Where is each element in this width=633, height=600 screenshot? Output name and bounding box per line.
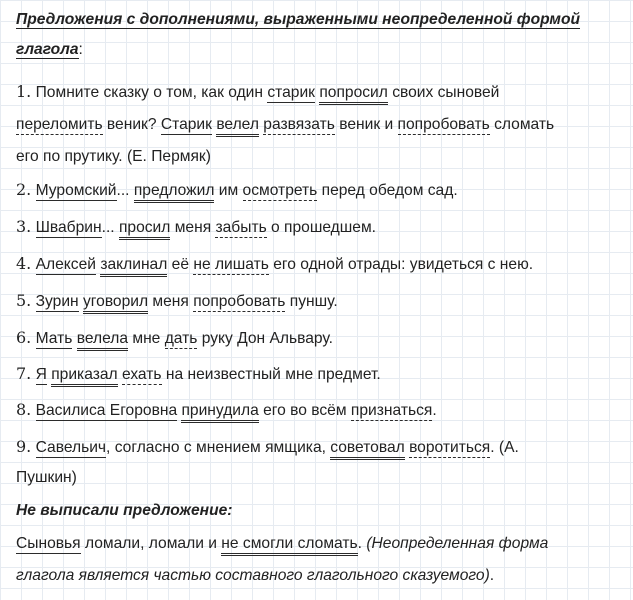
sentence-number: 3. <box>16 217 32 236</box>
predicate: советовал <box>330 439 404 460</box>
subject: Василиса Егоровна <box>35 402 178 419</box>
subject: Старик <box>160 116 212 133</box>
subject: Алексей <box>35 256 96 273</box>
sentence-number: 2. <box>16 180 32 199</box>
text: ... <box>101 219 119 236</box>
object: забыть <box>215 219 267 236</box>
sentence-number: 1. <box>16 82 32 101</box>
text: мне <box>128 330 165 347</box>
subject: Швабрин <box>35 219 102 236</box>
predicate: предложил <box>134 182 215 203</box>
object: ехать <box>121 366 162 383</box>
predicate: приказал <box>51 366 117 387</box>
predicate: уговорил <box>83 293 148 314</box>
text: веник и <box>334 116 398 133</box>
not-written-sentence-line-2 <box>16 566 494 586</box>
text: его одной отрады: увидеться с нею. <box>268 256 534 273</box>
subject: Муромский <box>35 182 117 199</box>
predicate: просил <box>119 219 170 240</box>
subject: Я <box>35 366 47 383</box>
text: Пушкин) <box>16 469 77 486</box>
sentence-1-line-1 <box>16 82 499 103</box>
note-text: глагола является частью составного глагольного сказуемого) <box>16 567 490 584</box>
sentence-number: 5. <box>16 291 32 310</box>
predicate: попросил <box>319 84 388 105</box>
predicate: заклинал <box>100 256 167 277</box>
sentence-3 <box>16 217 376 238</box>
text: его по прутику. (Е. Пермяк) <box>16 148 211 165</box>
sentence-7 <box>16 364 381 385</box>
text: о прошедшем. <box>266 219 377 236</box>
object: признаться <box>350 402 433 419</box>
sentence-1-line-3 <box>16 147 211 167</box>
object: не лишать <box>193 256 269 273</box>
heading-line-1: Предложения с дополнениями, выраженными неопределенной формой <box>16 11 581 28</box>
text: меня <box>170 219 216 236</box>
sentence-5 <box>16 291 338 312</box>
object: развязать <box>263 116 335 133</box>
sentence-4 <box>16 254 533 275</box>
sentence-number: 7. <box>16 364 32 383</box>
predicate: велела <box>77 330 128 351</box>
text: сломать <box>489 116 555 133</box>
text: своих сыновей <box>387 84 500 101</box>
predicate: велел <box>216 116 259 137</box>
not-written-heading <box>16 501 232 521</box>
sentence-8 <box>16 400 437 421</box>
sentence-number: 9. <box>16 437 32 456</box>
text: ломали, ломали и <box>80 535 222 552</box>
sentence-number: 4. <box>16 254 32 273</box>
text: им <box>214 182 243 199</box>
text: . <box>489 567 495 584</box>
text: . <box>357 535 367 552</box>
subject: Зурин <box>35 293 79 310</box>
note-text: (Неопределенная форма <box>366 535 549 552</box>
heading-line-2: глагола <box>16 41 79 58</box>
sentence-number: 8. <box>16 400 32 419</box>
sentence-number: 6. <box>16 328 32 347</box>
text: руку Дон Альвару. <box>197 330 333 347</box>
predicate: принудила <box>181 402 258 423</box>
text: на неизвестный мне предмет. <box>161 366 381 383</box>
object: попробовать <box>193 293 286 310</box>
object: осмотреть <box>242 182 318 199</box>
text: веник? <box>102 116 161 133</box>
text: ... <box>116 182 134 199</box>
text: . (А. <box>490 439 519 456</box>
section-heading-cont <box>16 40 83 60</box>
text: , согласно с мнением ямщика, <box>106 439 331 456</box>
sentence-1-line-2 <box>16 115 554 135</box>
sentence-6 <box>16 328 333 349</box>
subject: старик <box>267 84 315 101</box>
text: Помните сказку о том, как один <box>31 84 268 101</box>
subject: Савельич <box>35 439 107 456</box>
text: меня <box>148 293 194 310</box>
sentence-2 <box>16 180 458 201</box>
object: воротиться <box>409 439 491 456</box>
text: её <box>167 256 194 273</box>
not-written-heading-text: Не выписали предложение: <box>16 502 233 519</box>
object: попробовать <box>397 116 490 133</box>
text: его во всём <box>258 402 351 419</box>
text: пуншу. <box>285 293 338 310</box>
subject: Мать <box>35 330 73 347</box>
sentence-9-line-1 <box>16 437 519 458</box>
heading-colon: : <box>78 41 83 58</box>
text: перед обедом сад. <box>317 182 458 199</box>
sentence-9-line-2 <box>16 468 77 488</box>
section-heading <box>16 10 580 30</box>
text: . <box>432 402 437 419</box>
predicate: не смогли сломать <box>221 535 357 556</box>
subject: Сыновья <box>16 535 81 552</box>
not-written-sentence-line-1 <box>16 534 548 554</box>
object: переломить <box>16 116 103 133</box>
object: дать <box>164 330 198 347</box>
